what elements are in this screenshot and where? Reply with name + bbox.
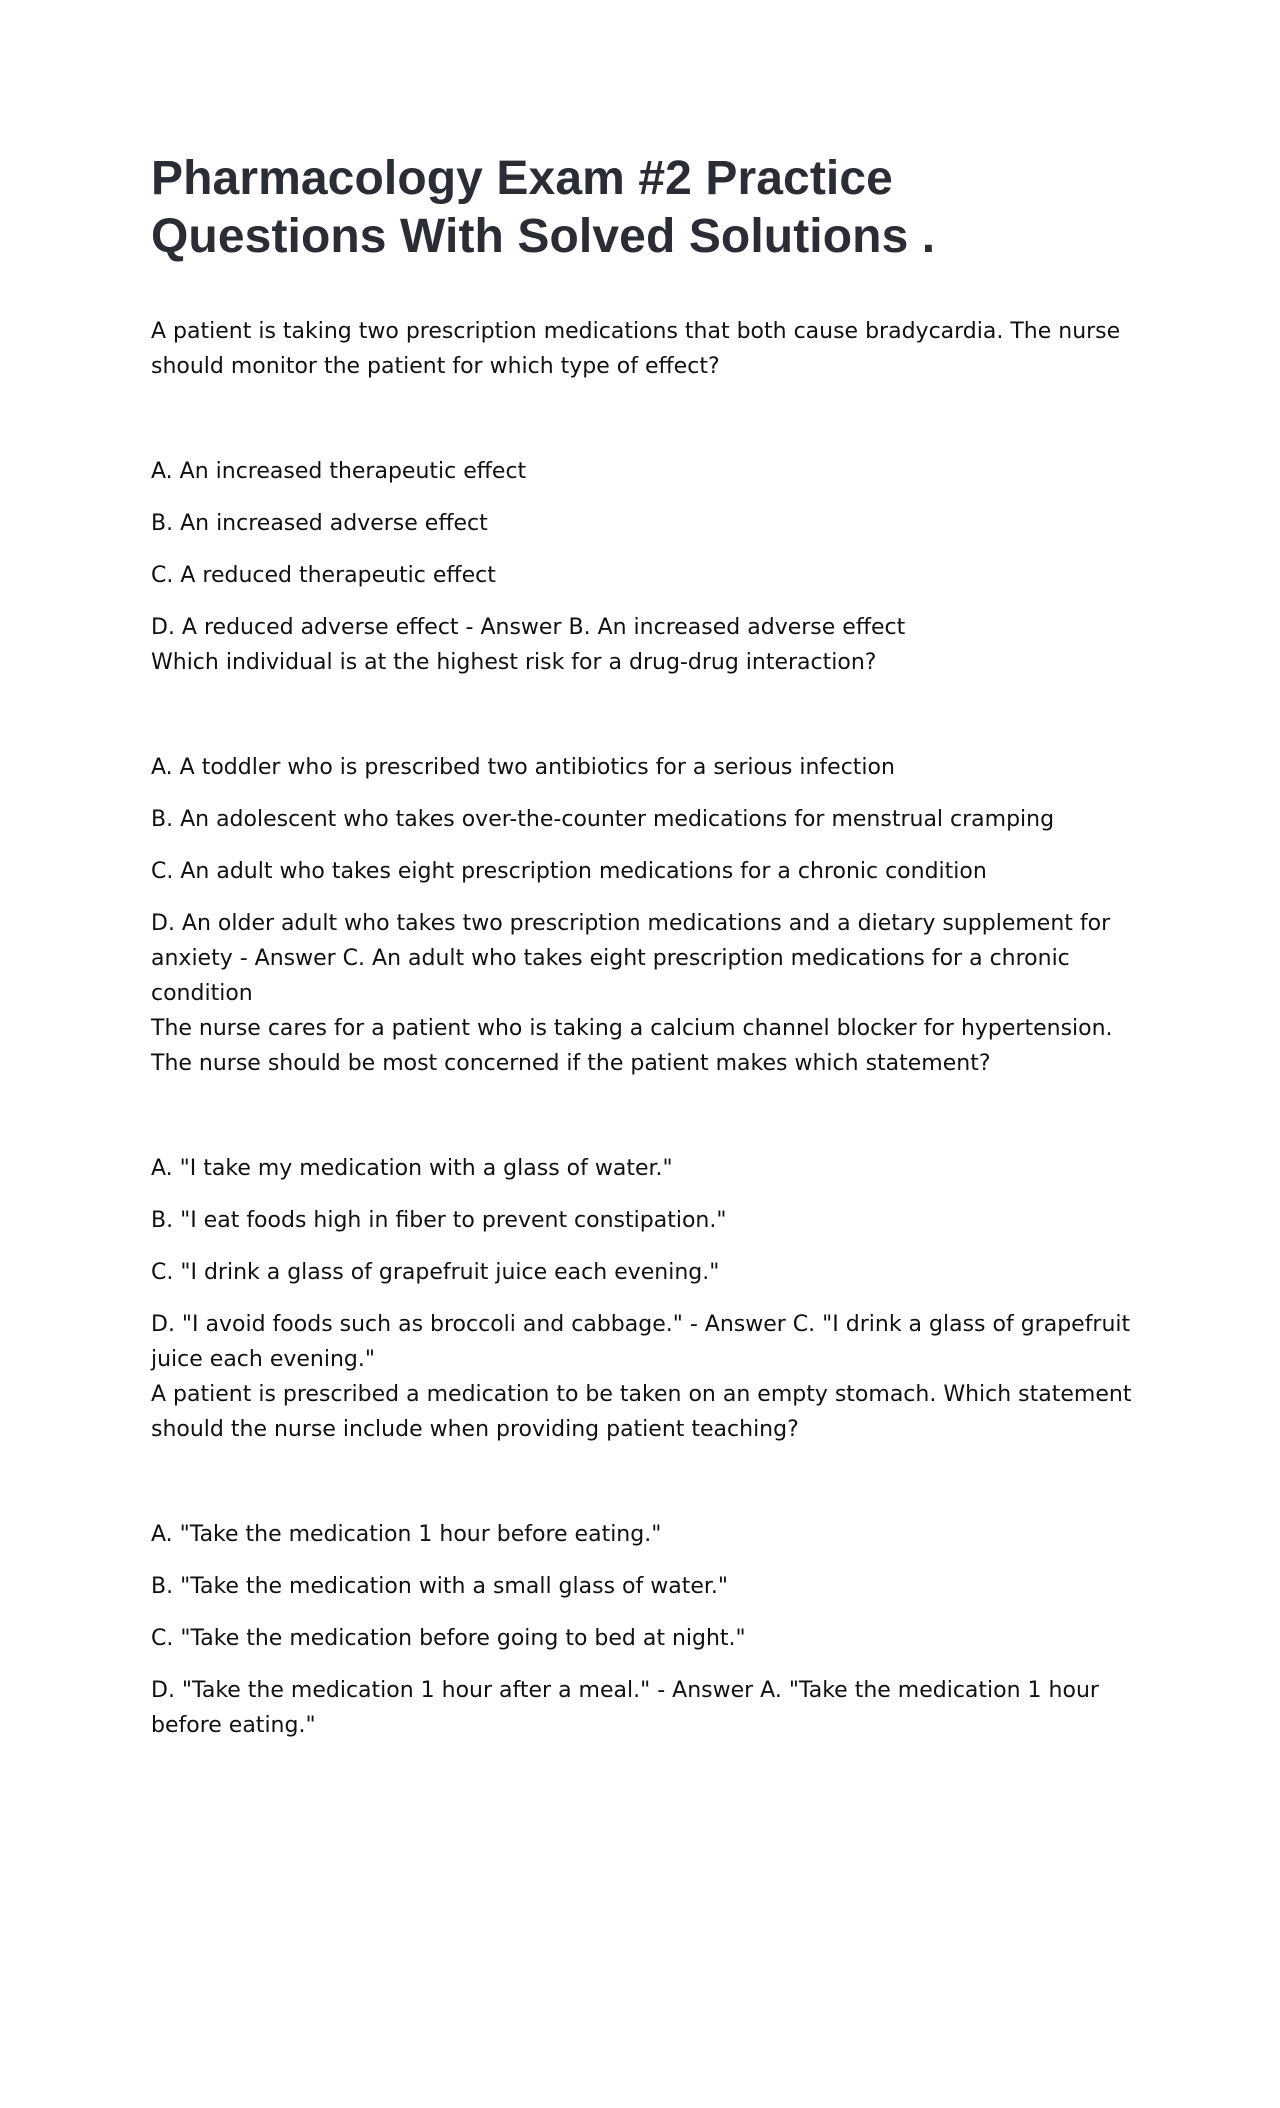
answer-option-with-solution: D. A reduced adverse effect - Answer B. An increased adverse effect [151,615,906,640]
answer-option: B. "I eat foods high in fiber to prevent constipation." [151,1208,727,1233]
answer-option: B. An increased adverse effect [151,511,488,536]
answer-option-with-solution: D. "Take the medication 1 hour after a meal." - Answer A. "Take the medication 1 hour before eating." [151,1678,1099,1738]
answer-option: C. "Take the medication before going to bed at night." [151,1626,746,1651]
question-prompt: Which individual is at the highest risk for a drug-drug interaction? [151,650,877,675]
question-prompt: The nurse cares for a patient who is taking a calcium channel blocker for hypertension. The nurse should be most concerned if the patient makes which statement? [151,1016,1113,1076]
document-title: Pharmacology Exam #2 Practice Questions With Solved Solutions . [151,152,936,263]
answer-option: C. An adult who takes eight prescription medications for a chronic condition [151,859,987,884]
answer-option: B. "Take the medication with a small glass of water." [151,1574,728,1599]
question-prompt: A patient is prescribed a medication to be taken on an empty stomach. Which statement should the nurse include when providing patient teaching? [151,1382,1132,1442]
question-block [151,1377,1136,1743]
answer-option: A. "I take my medication with a glass of water." [151,1156,673,1181]
answer-option: C. A reduced therapeutic effect [151,563,496,588]
answer-option: B. An adolescent who takes over-the-counter medications for menstrual cramping [151,807,1055,832]
question-prompt: A patient is taking two prescription medications that both cause bradycardia. The nurse should monitor the patient for which type of effect? [151,319,1121,379]
question-block [151,314,1136,645]
answer-options [151,454,1136,645]
answer-options [151,750,1136,1011]
answer-option-with-solution: D. "I avoid foods such as broccoli and cabbage." - Answer C. "I drink a glass of grapefruit juice each evening." [151,1312,1131,1372]
question-block [151,1011,1136,1377]
answer-option-with-solution: D. An older adult who takes two prescription medications and a dietary supplement for anxiety - Answer C. An adult who takes eight prescription medications for a chronic condition [151,911,1111,1006]
answer-options [151,1517,1136,1743]
document-page [151,150,1136,1743]
answer-option: C. "I drink a glass of grapefruit juice each evening." [151,1260,720,1285]
answer-option: A. "Take the medication 1 hour before eating." [151,1522,662,1547]
answer-option: A. An increased therapeutic effect [151,459,527,484]
question-block [151,645,1136,1011]
answer-option: A. A toddler who is prescribed two antibiotics for a serious infection [151,755,895,780]
answer-options [151,1151,1136,1377]
